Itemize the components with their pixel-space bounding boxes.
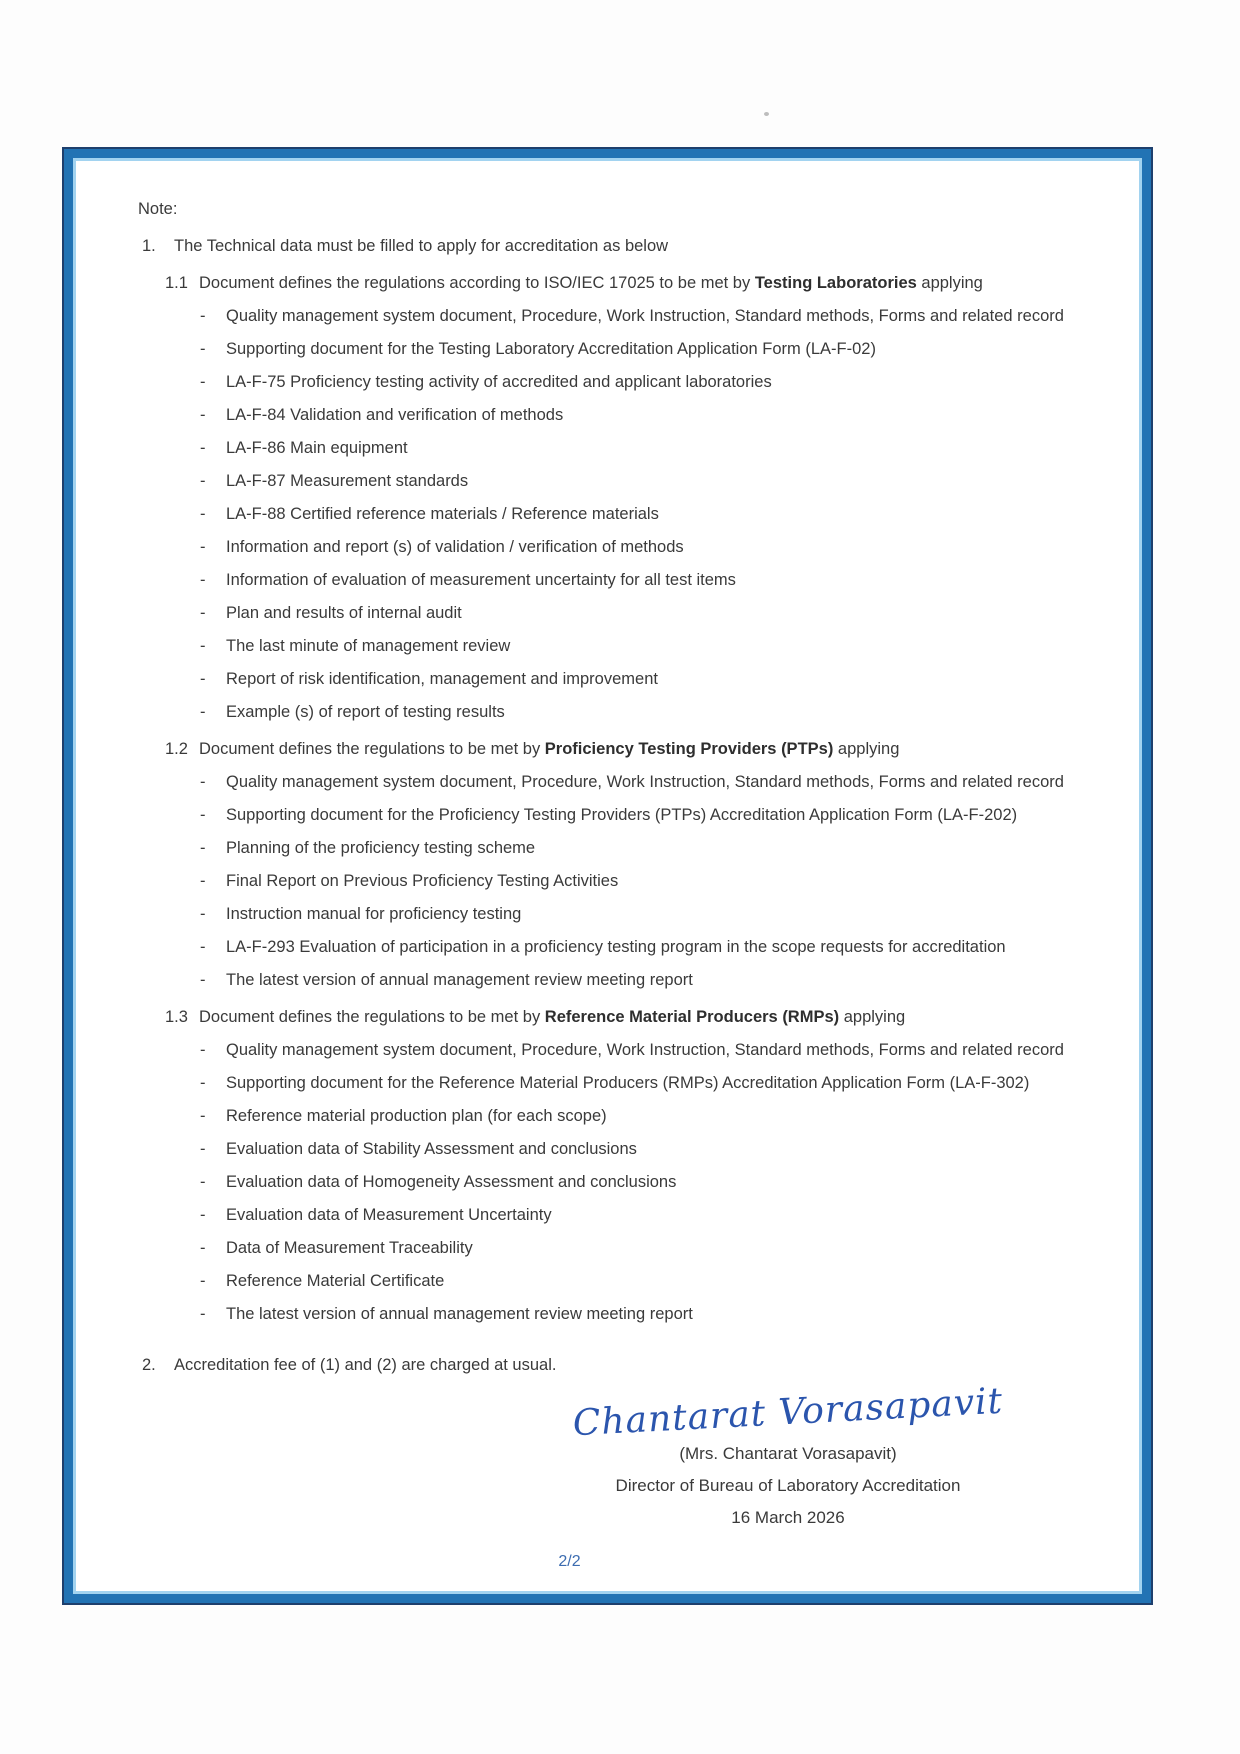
list-item <box>200 1199 1095 1232</box>
item-text: Example (s) of report of testing results <box>226 703 505 721</box>
section-1-1-prefix: Document defines the regulations according to ISO/IEC 17025 to be met by <box>199 274 755 292</box>
dash-marker: - <box>200 1239 206 1257</box>
item-text: LA-F-84 Validation and verification of methods <box>226 406 564 424</box>
section-1-3-item-list <box>138 1034 1095 1331</box>
dash-marker: - <box>200 1173 206 1191</box>
document-border-band <box>64 149 1151 1603</box>
section-1-1-item-list <box>138 300 1095 729</box>
item-text: Quality management system document, Procedure, Work Instruction, Standard methods, Forms and related record <box>226 307 1064 325</box>
document-content <box>76 161 1139 1591</box>
point-2-number: 2. <box>142 1356 156 1374</box>
section-1-1-bold: Testing Laboratories <box>754 274 917 292</box>
point-2-text: Accreditation fee of (1) and (2) are charged at usual. <box>174 1356 557 1374</box>
item-text: Supporting document for the Testing Laboratory Accreditation Application Form (LA-F-02) <box>226 340 876 358</box>
list-item <box>200 300 1095 333</box>
section-1-2-text <box>199 733 899 766</box>
section-1-3-heading <box>165 1001 1095 1034</box>
section-1-3-number: 1.3 <box>165 1008 188 1026</box>
section-1-3-bold: Reference Material Producers (RMPs) <box>544 1008 840 1026</box>
item-text: Quality management system document, Procedure, Work Instruction, Standard methods, Forms and related record <box>226 1041 1064 1059</box>
list-item <box>200 931 1095 964</box>
section-1-1-text <box>199 267 983 300</box>
list-item <box>200 465 1095 498</box>
item-text: The latest version of annual management review meeting report <box>226 971 693 989</box>
dash-marker: - <box>200 938 206 956</box>
item-text: Evaluation data of Homogeneity Assessment and conclusions <box>226 1173 677 1191</box>
point-1-number: 1. <box>142 237 156 255</box>
list-item <box>200 564 1095 597</box>
dash-marker: - <box>200 472 206 490</box>
list-item <box>200 663 1095 696</box>
item-text: Supporting document for the Reference Material Producers (RMPs) Accreditation Application Form (LA-F-302) <box>226 1074 1030 1092</box>
dash-marker: - <box>200 538 206 556</box>
section-1-3-text <box>199 1001 905 1034</box>
dash-marker: - <box>200 1107 206 1125</box>
list-item <box>200 1265 1095 1298</box>
section-1-2-bold: Proficiency Testing Providers (PTPs) <box>544 740 834 758</box>
dash-marker: - <box>200 340 206 358</box>
signer-name: (Mrs. Chantarat Vorasapavit) <box>679 1444 897 1463</box>
dash-marker: - <box>200 839 206 857</box>
item-text: LA-F-87 Measurement standards <box>226 472 469 490</box>
dash-marker: - <box>200 439 206 457</box>
list-item <box>200 696 1095 729</box>
item-text: Instruction manual for proficiency testing <box>226 905 522 923</box>
dash-marker: - <box>200 1041 206 1059</box>
document-border-inner-line <box>73 158 1142 1594</box>
dash-marker: - <box>200 1206 206 1224</box>
point-1 <box>138 230 1095 263</box>
dash-marker: - <box>200 373 206 391</box>
section-1-2-heading <box>165 733 1095 766</box>
section-1-3-prefix: Document defines the regulations to be met by <box>199 1008 545 1026</box>
scan-speck <box>764 112 769 116</box>
list-item <box>200 333 1095 366</box>
point-2 <box>138 1349 1095 1382</box>
document-border-frame <box>62 147 1153 1605</box>
signer-title: Director of Bureau of Laboratory Accreditation <box>615 1476 961 1495</box>
list-item <box>200 1298 1095 1331</box>
dash-marker: - <box>200 773 206 791</box>
list-item <box>200 964 1095 997</box>
dash-marker: - <box>200 1305 206 1323</box>
item-text: Information of evaluation of measurement uncertainty for all test items <box>226 571 736 589</box>
dash-marker: - <box>200 1272 206 1290</box>
list-item <box>200 1067 1095 1100</box>
list-item <box>200 1133 1095 1166</box>
section-1-1-number: 1.1 <box>165 274 188 292</box>
dash-marker: - <box>200 307 206 325</box>
list-item <box>200 1034 1095 1067</box>
list-item <box>200 366 1095 399</box>
list-item <box>200 799 1095 832</box>
item-text: LA-F-88 Certified reference materials / Reference materials <box>226 505 659 523</box>
list-item <box>200 531 1095 564</box>
dash-marker: - <box>200 905 206 923</box>
section-1-2-item-list <box>138 766 1095 997</box>
section-1-2-suffix: applying <box>833 740 900 758</box>
list-item <box>200 498 1095 531</box>
list-item <box>200 399 1095 432</box>
list-item <box>200 766 1095 799</box>
handwritten-signature: Chantarat Vorasapavit <box>571 1380 1005 1445</box>
dash-marker: - <box>200 637 206 655</box>
item-text: Reference material production plan (for each scope) <box>226 1107 607 1125</box>
section-1-1-suffix: applying <box>916 274 983 292</box>
list-item <box>200 832 1095 865</box>
dash-marker: - <box>200 505 206 523</box>
list-item <box>200 1166 1095 1199</box>
section-1-2-prefix: Document defines the regulations to be met by <box>199 740 545 758</box>
dash-marker: - <box>200 571 206 589</box>
list-item <box>200 898 1095 931</box>
dash-marker: - <box>200 806 206 824</box>
item-text: LA-F-293 Evaluation of participation in a proficiency testing program in the scope requests for accreditation <box>226 938 1006 956</box>
list-item <box>200 1232 1095 1265</box>
item-text: Evaluation data of Stability Assessment and conclusions <box>226 1140 637 1158</box>
dash-marker: - <box>200 604 206 622</box>
item-text: LA-F-86 Main equipment <box>226 439 408 457</box>
list-item <box>200 1100 1095 1133</box>
item-text: Reference Material Certificate <box>226 1272 445 1290</box>
item-text: Supporting document for the Proficiency Testing Providers (PTPs) Accreditation Application Form (LA-F-202) <box>226 806 1018 824</box>
item-text: Information and report (s) of validation / verification of methods <box>226 538 684 556</box>
dash-marker: - <box>200 1140 206 1158</box>
page-number: 2/2 <box>558 1553 581 1570</box>
section-1-1-heading <box>165 267 1095 300</box>
note-label: Note: <box>138 200 178 218</box>
item-text: Evaluation data of Measurement Uncertainty <box>226 1206 552 1224</box>
item-text: Data of Measurement Traceability <box>226 1239 473 1257</box>
dash-marker: - <box>200 1074 206 1092</box>
item-text: Planning of the proficiency testing scheme <box>226 839 536 857</box>
dash-marker: - <box>200 703 206 721</box>
item-text: LA-F-75 Proficiency testing activity of accredited and applicant laboratories <box>226 373 772 391</box>
dash-marker: - <box>200 971 206 989</box>
list-item <box>200 630 1095 663</box>
item-text: Report of risk identification, management and improvement <box>226 670 658 688</box>
item-text: Final Report on Previous Proficiency Testing Activities <box>226 872 619 890</box>
signature-date: 16 March 2026 <box>731 1508 845 1527</box>
list-item <box>200 865 1095 898</box>
dash-marker: - <box>200 670 206 688</box>
dash-marker: - <box>200 406 206 424</box>
list-item <box>200 597 1095 630</box>
list-item <box>200 432 1095 465</box>
signature-block <box>568 1380 1008 1534</box>
section-1-2-number: 1.2 <box>165 740 188 758</box>
point-1-text: The Technical data must be filled to apply for accreditation as below <box>174 237 669 255</box>
item-text: Plan and results of internal audit <box>226 604 462 622</box>
item-text: The latest version of annual management review meeting report <box>226 1305 693 1323</box>
dash-marker: - <box>200 872 206 890</box>
item-text: Quality management system document, Procedure, Work Instruction, Standard methods, Forms and related record <box>226 773 1064 791</box>
item-text: The last minute of management review <box>226 637 511 655</box>
section-1-3-suffix: applying <box>839 1008 906 1026</box>
